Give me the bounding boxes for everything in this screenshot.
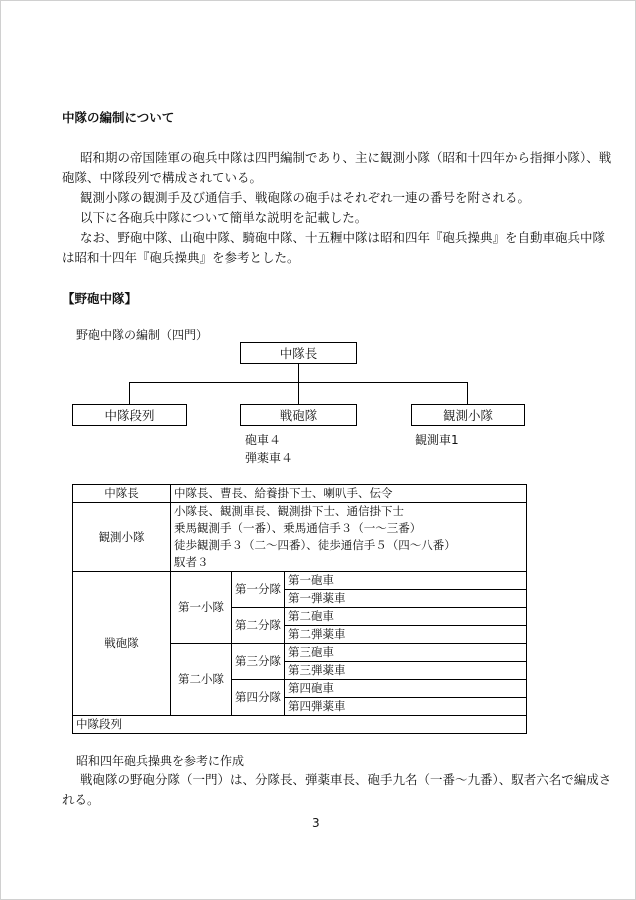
row-label: 中隊長 — [73, 485, 171, 503]
paragraph-line: は昭和十四年『砲兵操典』を参考とした。 — [62, 250, 300, 265]
section-label: 第二分隊 — [232, 608, 285, 644]
vehicle-cell: 第三弾薬車 — [285, 662, 527, 680]
row-desc: 中隊長、曹長、給養掛下士、喇叭手、伝令 — [171, 485, 527, 503]
paragraph-line: 以下に各砲兵中隊について簡単な説明を記載した。 — [80, 210, 368, 225]
row-desc — [171, 503, 527, 572]
connector-line — [129, 382, 130, 404]
diagram-box-battery: 戦砲隊 — [240, 404, 357, 426]
diagram-note: 観測車1 — [415, 433, 459, 447]
diagram-box-commander: 中隊長 — [240, 342, 357, 364]
connector-line — [298, 364, 299, 382]
paragraph-line: 砲隊、中隊段列で構成されている。 — [62, 170, 263, 185]
diagram-note: 弾薬車４ — [245, 451, 294, 465]
section-label: 第三分隊 — [232, 644, 285, 680]
desc-line: 徒歩観測手３（二～四番）、徒歩通信手５（四～八番） — [174, 538, 456, 552]
vehicle-cell: 第一弾薬車 — [285, 590, 527, 608]
subsection-title: 【野砲中隊】 — [62, 291, 138, 306]
platoon-label: 第二小隊 — [171, 644, 232, 716]
row-label: 観測小隊 — [73, 503, 171, 572]
vehicle-cell: 第二弾薬車 — [285, 626, 527, 644]
vehicle-cell: 第四弾薬車 — [285, 698, 527, 716]
section-label: 第四分隊 — [232, 680, 285, 716]
closing-line: 戦砲隊の野砲分隊（一門）は、分隊長、弾薬車長、砲手九名（一番～九番）、馭者六名で編成さ — [80, 772, 612, 787]
desc-line: 小隊長、観測車長、観測掛下士、通信掛下士 — [174, 504, 404, 518]
table-row — [73, 503, 527, 572]
row-label: 戦砲隊 — [73, 572, 171, 716]
table-row — [73, 716, 527, 734]
table-row — [73, 572, 527, 590]
diagram-note: 砲車４ — [245, 433, 282, 447]
section-label: 第一分隊 — [232, 572, 285, 608]
connector-line — [298, 382, 299, 404]
table-row — [73, 485, 527, 503]
page-number: 3 — [312, 816, 320, 830]
vehicle-cell: 第三砲車 — [285, 644, 527, 662]
section-title: 中隊の編制について — [62, 110, 175, 125]
desc-line: 馭者３ — [174, 555, 209, 569]
paragraph-line: なお、野砲中隊、山砲中隊、騎砲中隊、十五糎中隊は昭和四年『砲兵操典』を自動車砲兵中隊 — [80, 230, 606, 245]
row-label: 中隊段列 — [73, 716, 527, 734]
vehicle-cell: 第四砲車 — [285, 680, 527, 698]
organization-table — [72, 484, 527, 734]
table-caption: 昭和四年砲兵操典を参考に作成 — [76, 754, 245, 768]
platoon-label: 第一小隊 — [171, 572, 232, 644]
desc-line: 乗馬観測手（一番）、乗馬通信手３（一～三番） — [174, 521, 422, 535]
diagram-caption: 野砲中隊の編制（四門） — [76, 328, 209, 342]
vehicle-cell: 第一砲車 — [285, 572, 527, 590]
closing-line: れる。 — [62, 792, 100, 807]
paragraph-line: 観測小隊の観測手及び通信手、戦砲隊の砲手はそれぞれ一連の番号を附される。 — [80, 190, 531, 205]
diagram-box-observation: 観測小隊 — [411, 404, 525, 426]
diagram-box-train: 中隊段列 — [72, 404, 187, 426]
connector-line — [467, 382, 468, 404]
paragraph-line: 昭和期の帝国陸軍の砲兵中隊は四門編制であり、主に観測小隊（昭和十四年から指揮小隊）、戦 — [80, 150, 612, 165]
vehicle-cell: 第二砲車 — [285, 608, 527, 626]
